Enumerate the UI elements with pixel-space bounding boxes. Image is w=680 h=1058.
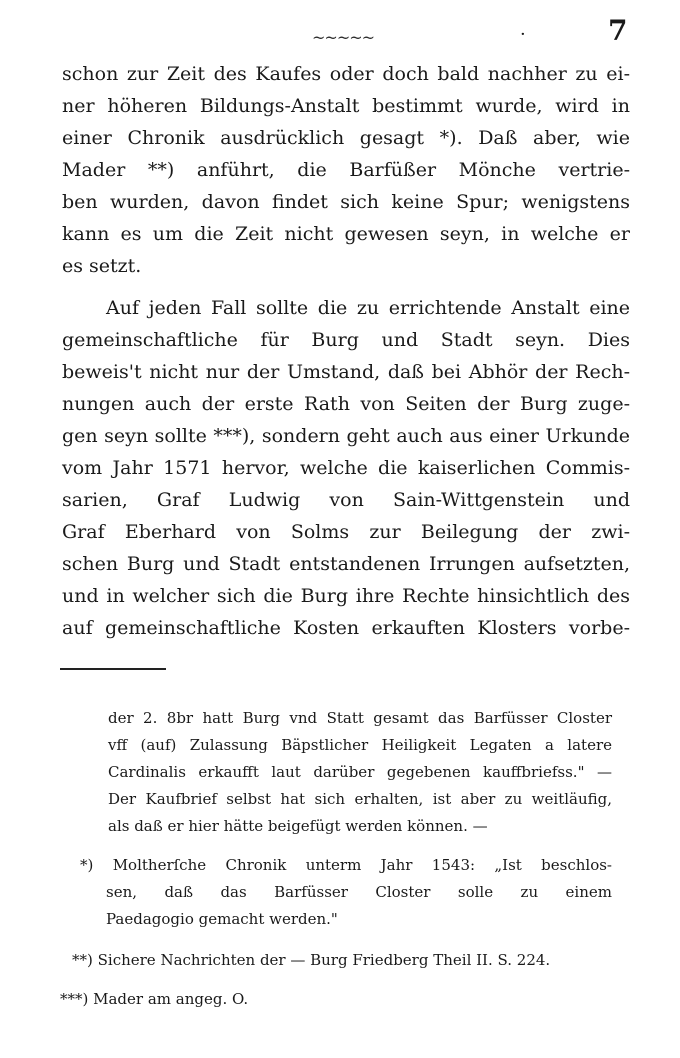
footnote-line: Der Kaufbrief selbst hat sich erhalten, ist aber zu weitläufig, (108, 790, 612, 808)
text-line: beweis't nicht nur der Umstand, daß bei Abhör der Rech- (62, 361, 630, 383)
text-line: es setzt. (62, 255, 142, 277)
footnote-divider (60, 668, 166, 670)
footnote-line: als daß er hier hätte beigefügt werden können. — (108, 817, 488, 835)
text-line: gen seyn sollte ***), sondern geht auch aus einer Urkunde (62, 425, 630, 447)
footnote-line: der 2. 8br hatt Burg vnd Statt gesamt das Barfüsser Closter (108, 709, 612, 727)
footnote-line: vff (auf) Zulassung Bäpstlicher Heiligkeit Legaten a latere (108, 736, 612, 754)
footnote-2: **) Sichere Nachrichten der — Burg Friedberg Theil II. S. 224. (72, 951, 551, 969)
text-line: vom Jahr 1571 hervor, welche die kaiserlichen Commis- (62, 457, 630, 479)
text-line: und in welcher sich die Burg ihre Rechte hinsichtlich des (62, 585, 630, 607)
text-line: schen Burg und Stadt entstandenen Irrungen aufsetzten, (62, 553, 630, 575)
text-line: ben wurden, davon findet sich keine Spur; wenigstens (62, 191, 630, 213)
text-line: Auf jeden Fall sollte die zu errichtende Anstalt eine (106, 297, 630, 319)
footnote-3: ***) Mader am angeg. O. (60, 990, 249, 1008)
text-line: sarien, Graf Ludwig von Sain-Wittgenstein und (62, 489, 630, 511)
text-line: ner höheren Bildungs-Anstalt bestimmt wurde, wird in (62, 95, 630, 117)
text-line: gemeinschaftliche für Burg und Stadt seyn. Dies (62, 329, 630, 351)
footnote-1: *) Moltherſche Chronik unterm Jahr 1543: „Ist beschlos- (80, 856, 612, 874)
footnote-1-line: Paedagogio gemacht werden." (106, 910, 338, 928)
header-ornament: ~~~~~ (312, 28, 375, 47)
text-line: Graf Eberhard von Solms zur Beilegung der zwi- (62, 521, 630, 543)
text-line: nungen auch der erste Rath von Seiten der Burg zuge- (62, 393, 630, 415)
text-line: kann es um die Zeit nicht gewesen seyn, in welche er (62, 223, 630, 245)
footnote-1-line: sen, daß das Barfüsser Closter solle zu einem (106, 883, 612, 901)
text-line: schon zur Zeit des Kaufes oder doch bald nachher zu ei- (62, 63, 630, 85)
header-dot: · (520, 24, 526, 45)
text-line: Mader **) anführt, die Barfüßer Mönche vertrie- (62, 159, 630, 181)
text-line: einer Chronik ausdrücklich gesagt *). Daß aber, wie (62, 127, 630, 149)
footnote-line: Cardinalis erkaufft laut darüber gegebenen kauffbriefss." — (108, 763, 612, 781)
text-line: auf gemeinschaftliche Kosten erkauften Klosters vorbe- (62, 617, 630, 639)
page-number: 7 (608, 14, 628, 47)
